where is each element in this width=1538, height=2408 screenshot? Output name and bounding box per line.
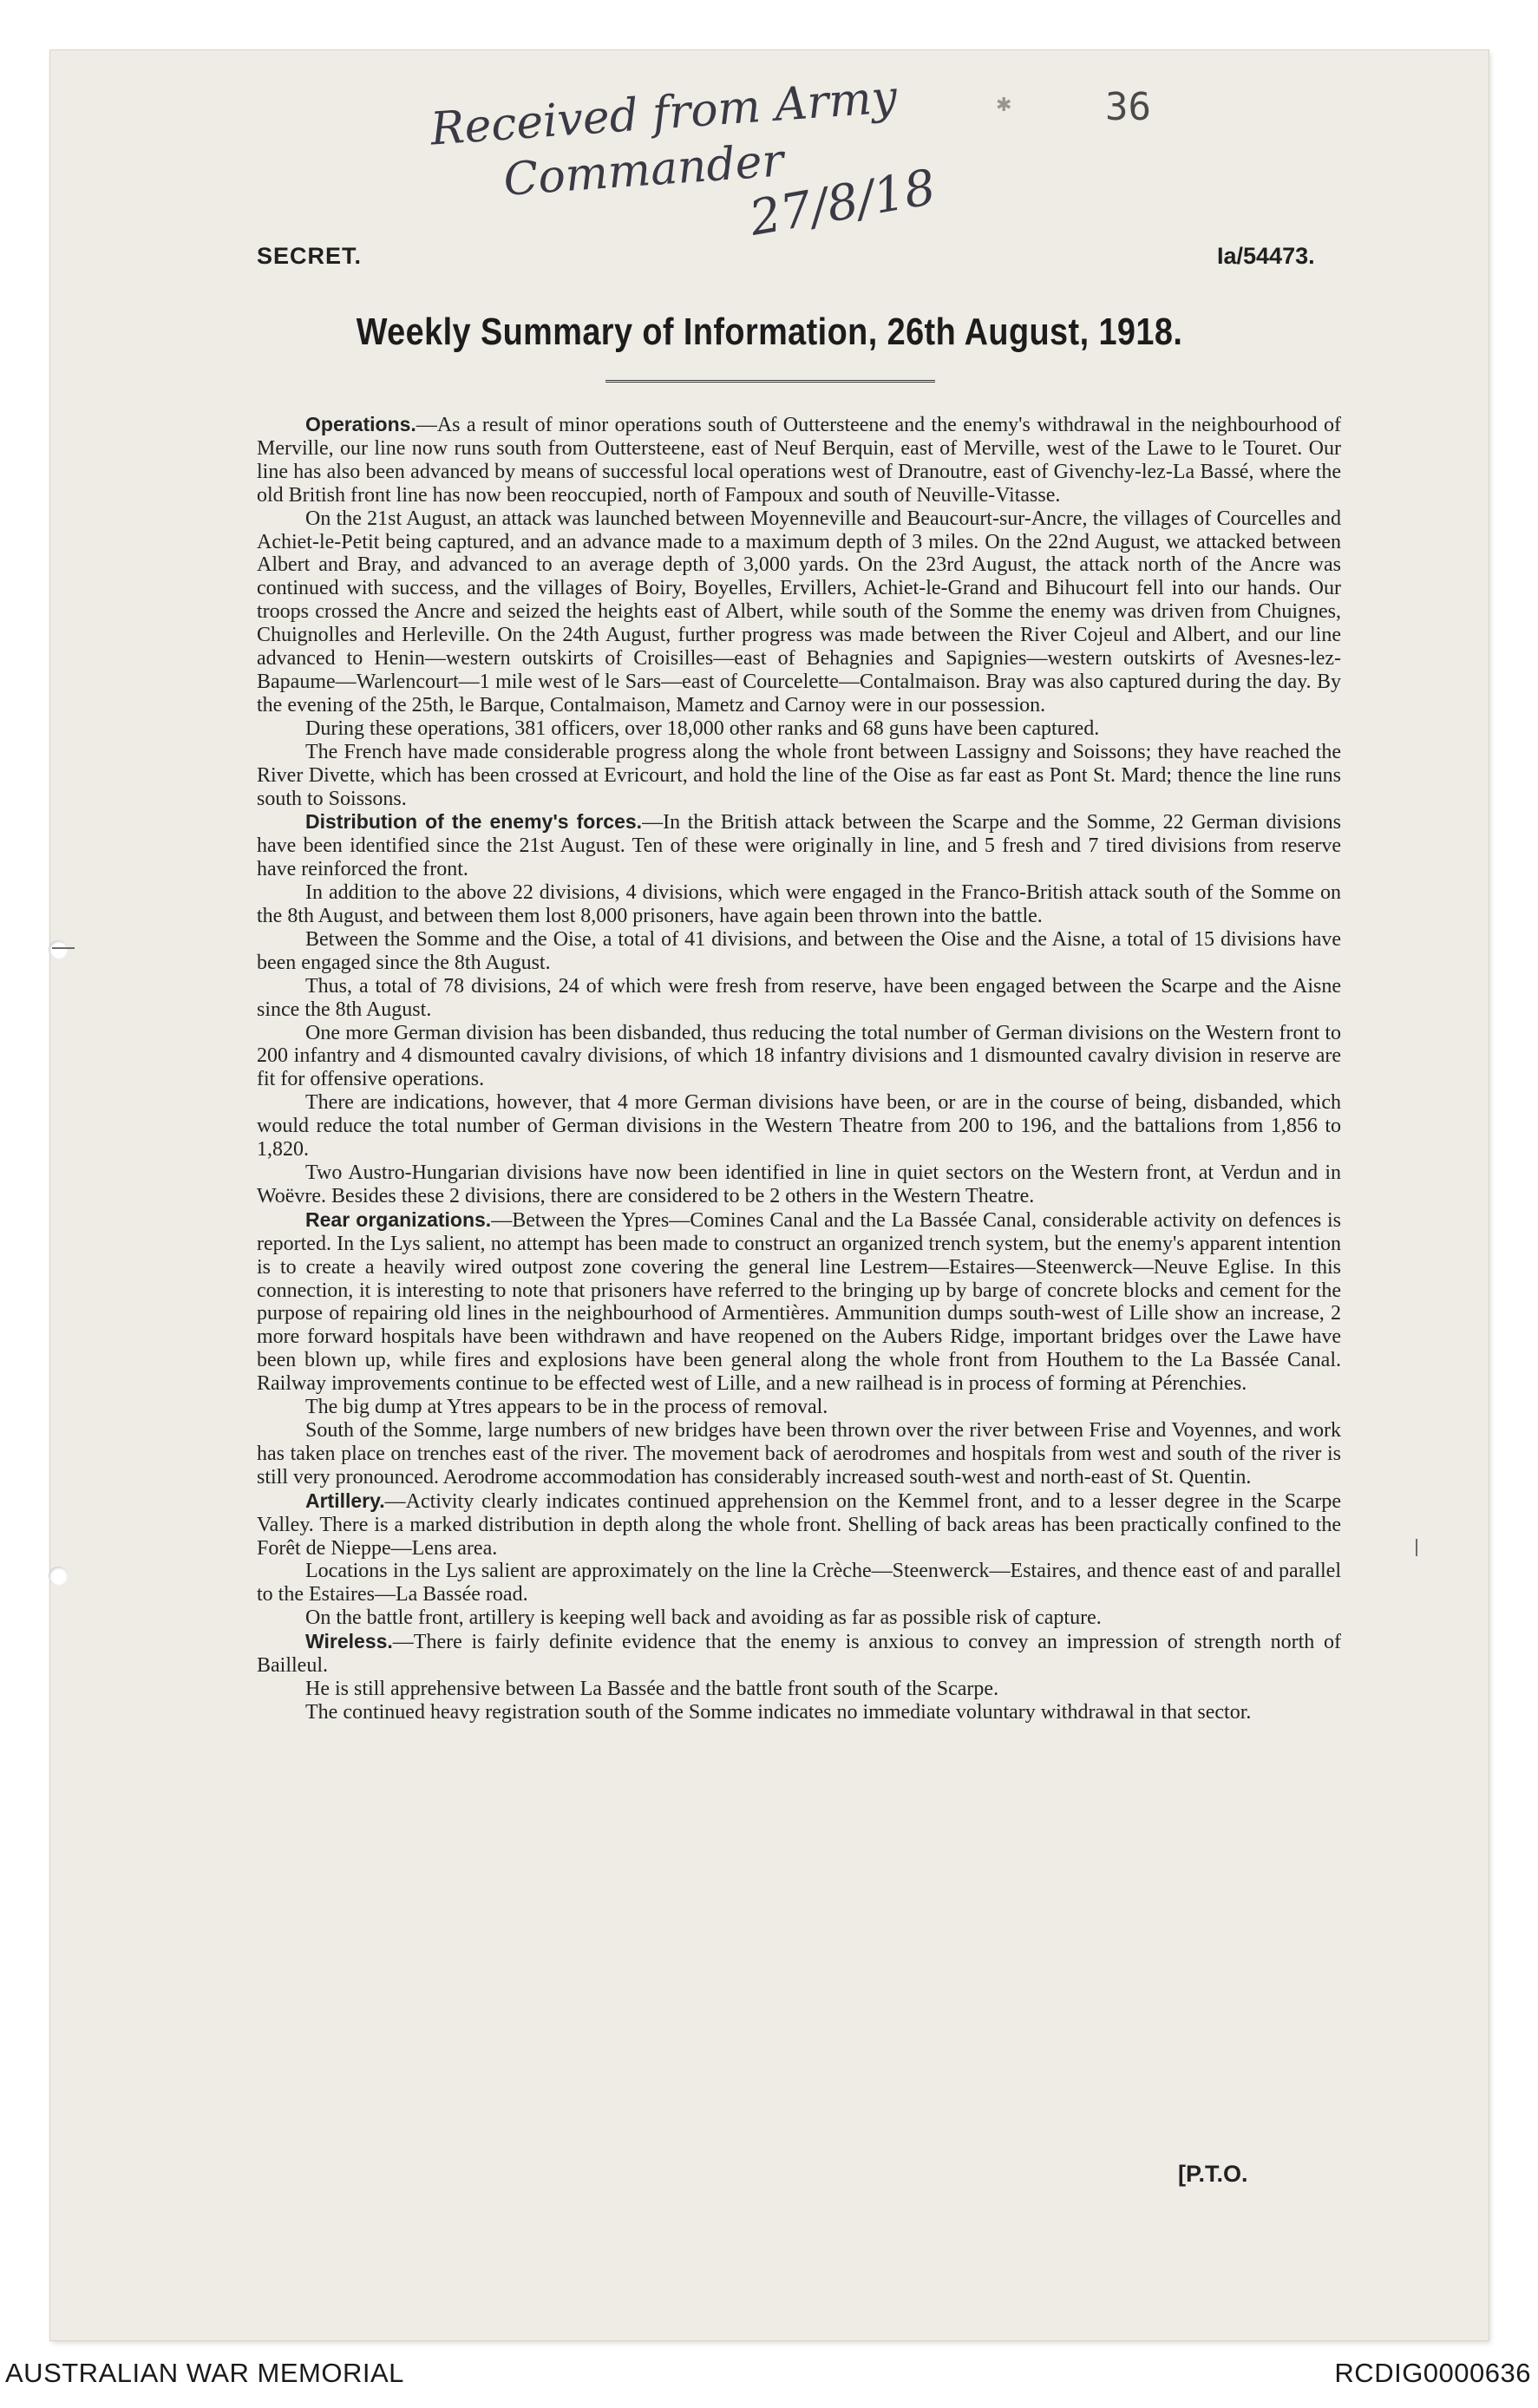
paragraph-text: On the 21st August, an attack was launched between Moyenneville and Beaucourt-sur-Ancre, the villages of Courcelles and Achiet-le-Petit being captured, and an advance made to a maximum depth of 3 miles. On the 22nd August, we attacked between Albert and Bray, and advanced to an average depth of 3,000 yards. On the 23rd August, the attack north of the Ancre was continued with success, and the villages of Boiry, Boyelles, Ervillers, Achiet-le-Grand and Bihucourt fell into our hands. Our troops crossed the Ancre and seized the heights east of Albert, while south of the Somme the enemy was driven from Chuignes, Chuignolles and Herleville. On the 24th August, further progress was made between the River Cojeul and Albert, and our line advanced to Henin—western outskirts of Croisilles—east of Behagnies and Sapignies—western outskirts of Avesnes-lez-Bapaume—Warlencourt—1 mile west of le Sars—east of Courcelette—Contalmaison. Bray was also captured during the day. By the evening of the 25th, le Barque, Contalmaison, Mametz and Carnoy were in our possession. bbox=[257, 507, 1341, 717]
paragraph-text: The big dump at Ytres appears to be in the process of removal. bbox=[305, 1396, 828, 1419]
body-paragraph bbox=[257, 1560, 1341, 1606]
section-heading: Artillery. bbox=[305, 1489, 385, 1512]
paragraph-text: South of the Somme, large numbers of new bridges have been thrown over the river between Frise and Voyennes, and work has taken place on trenches east of the river. The movement back of aerodromes and hospitals from west and south of the river is still very pronounced. Aerodrome accommodation has considerably increased south-west and north-east of St. Quentin. bbox=[257, 1418, 1341, 1489]
paragraph-text: There are indications, however, that 4 more German divisions have been, or are in the course of being, disbanded, which would reduce the total number of German divisions in the Western Theatre from 200 to 196, and the battalions from 1,856 to 1,820. bbox=[257, 1091, 1341, 1161]
punch-hole-bottom bbox=[49, 1567, 68, 1586]
body-paragraph bbox=[257, 975, 1341, 1022]
document-page bbox=[50, 50, 1489, 2340]
body-paragraph bbox=[257, 928, 1341, 975]
body-paragraph bbox=[257, 717, 1341, 741]
paragraph-text: In addition to the above 22 divisions, 4 divisions, which were engaged in the Franco-British attack south of the Somme on the 8th August, and between them lost 8,000 prisoners, have again been thrown into the battle. bbox=[257, 881, 1341, 928]
paragraph-text: During these operations, 381 officers, over 18,000 other ranks and 68 guns have been captured. bbox=[305, 717, 1100, 740]
body-paragraph bbox=[257, 1678, 1341, 1701]
paragraph-text: —There is fairly definite evidence that the enemy is anxious to convey an impression of strength north of Bailleul. bbox=[257, 1631, 1341, 1678]
please-turn-over: [P.T.O. bbox=[1178, 2161, 1248, 2187]
paragraph-text: He is still apprehensive between La Bassée and the battle front south of the Scarpe. bbox=[305, 1677, 999, 1700]
stamp-mark: ✱ bbox=[996, 94, 1012, 115]
handwritten-annotation bbox=[429, 69, 940, 247]
body-paragraph bbox=[257, 1489, 1341, 1561]
body-paragraph bbox=[257, 741, 1341, 811]
handwritten-line-2: Commander bbox=[501, 134, 786, 206]
paragraph-text: On the battle front, artillery is keeping well back and avoiding as far as possible risk of capture. bbox=[305, 1606, 1102, 1630]
paragraph-text: The French have made considerable progress along the whole front between Lassigny and Soissons; they have reached the River Divette, which has been crossed at Evricourt, and hold the line of the Oise as far east as Pont St. Mard; thence the line runs south to Soissons. bbox=[257, 740, 1341, 810]
body-paragraph bbox=[257, 1419, 1341, 1489]
footer-source: AUSTRALIAN WAR MEMORIAL bbox=[5, 2358, 404, 2388]
body-paragraph bbox=[257, 413, 1341, 507]
body-paragraph bbox=[257, 881, 1341, 928]
section-heading: Operations. bbox=[305, 413, 416, 435]
paragraph-text: Two Austro-Hungarian divisions have now been identified in line in quiet sectors on the Western front, at Verdun and in Woëvre. Besides these 2 divisions, there are considered to be 2 others in the Western Theatre. bbox=[257, 1161, 1341, 1207]
paragraph-text: Thus, a total of 78 divisions, 24 of which were fresh from reserve, have been engaged between the Scarpe and the Aisne since the 8th August. bbox=[257, 974, 1341, 1021]
body-paragraph bbox=[257, 1208, 1341, 1396]
paragraph-text: The continued heavy registration south of the Somme indicates no immediate voluntary withdrawal in that sector. bbox=[305, 1700, 1252, 1724]
body-paragraph bbox=[257, 1161, 1341, 1208]
handwritten-date: 27/8/18 bbox=[745, 159, 940, 247]
margin-tick bbox=[52, 947, 75, 949]
paragraph-text: —In the British attack between the Scarpe and the Somme, 22 German divisions have been identified since the 21st August. Ten of these were originally in line, and 5 fresh and 7 tired divisions from reserve have reinforced the front. bbox=[257, 811, 1341, 881]
body-paragraph bbox=[257, 1606, 1341, 1630]
folio-number: 36 bbox=[1105, 85, 1151, 129]
body-paragraph bbox=[257, 507, 1341, 717]
paragraph-text: —Between the Ypres—Comines Canal and the La Bassée Canal, considerable activity on defences is reported. In the Lys salient, no attempt has been made to construct an organized trench system, but the enemy's apparent intention is to create a heavily wired outpost zone covering the general line Lestrem—Estaires—Steenwerck—Neuve Eglise. In this connection, it is interesting to note that prisoners have referred to the bringing up by barge of concrete blocks and cement for the purpose of repairing old lines in the neighbourhood of Armentières. Ammunition dumps south-west of Lille show an increase, 2 more forward hospitals have been withdrawn and have reopened on the Aubers Ridge, important bridges over the Lawe have been blown up, while fires and explosions have been general along the whole front from Houthem to the La Bassée Canal. Railway improvements continue to be effected west of Lille, and a new railhead is in process of forming at Pérenchies. bbox=[257, 1208, 1342, 1396]
classification-label: SECRET. bbox=[257, 243, 363, 269]
body-paragraph bbox=[257, 1091, 1341, 1161]
footer-identifier: RCDIG0000636 bbox=[1334, 2358, 1531, 2388]
section-heading: Wireless. bbox=[305, 1630, 393, 1653]
paragraph-text: Between the Somme and the Oise, a total of 41 divisions, and between the Oise and the Aisne, a total of 15 divisions have been engaged since the 8th August. bbox=[257, 927, 1341, 974]
body-paragraph bbox=[257, 1022, 1341, 1092]
body-paragraph bbox=[257, 810, 1341, 881]
body-paragraph bbox=[257, 1630, 1341, 1678]
document-body bbox=[257, 413, 1341, 1724]
paragraph-text: —Activity clearly indicates continued apprehension on the Kemmel front, and to a lesser degree in the Scarpe Valley. There is a marked distribution in depth along the whole front. Shelling of back areas has been practically confined to the Forêt de Nieppe—Lens area. bbox=[257, 1489, 1341, 1560]
document-title: Weekly Summary of Information, 26th August, 1918. bbox=[356, 311, 1183, 353]
paragraph-text: —As a result of minor operations south of Outtersteene and the enemy's withdrawal in the neighbourhood of Merville, our line now runs south from Outtersteene, east of Neuf Berquin, east of Merville, west of the Lawe to le Touret. Our line has also been advanced by means of successful local operations west of Dranoutre, east of Givenchy-lez-La Bassé, where the old British front line has now been reoccupied, north of Fampoux and south of Neuville-Vitasse. bbox=[257, 414, 1341, 507]
punch-hole-top bbox=[49, 940, 68, 959]
handwritten-line-1: Received from Army bbox=[429, 71, 899, 156]
paragraph-text: One more German division has been disbanded, thus reducing the total number of German divisions on the Western front to 200 infantry and 4 dismounted cavalry divisions, of which 18 infantry divisions and 1 dismounted cavalry division in reserve are fit for offensive operations. bbox=[257, 1021, 1341, 1091]
paragraph-text: Locations in the Lys salient are approximately on the line la Crèche—Steenwerck—Estaires, and thence east of and parallel to the Estaires—La Bassée road. bbox=[257, 1560, 1341, 1606]
title-rule bbox=[605, 380, 935, 383]
reference-number: Ia/54473. bbox=[1217, 243, 1315, 269]
body-paragraph bbox=[257, 1396, 1341, 1419]
margin-tick bbox=[1416, 1539, 1417, 1556]
section-heading: Distribution of the enemy's forces. bbox=[305, 810, 643, 834]
body-paragraph bbox=[257, 1701, 1341, 1724]
section-heading: Rear organizations. bbox=[305, 1207, 492, 1231]
